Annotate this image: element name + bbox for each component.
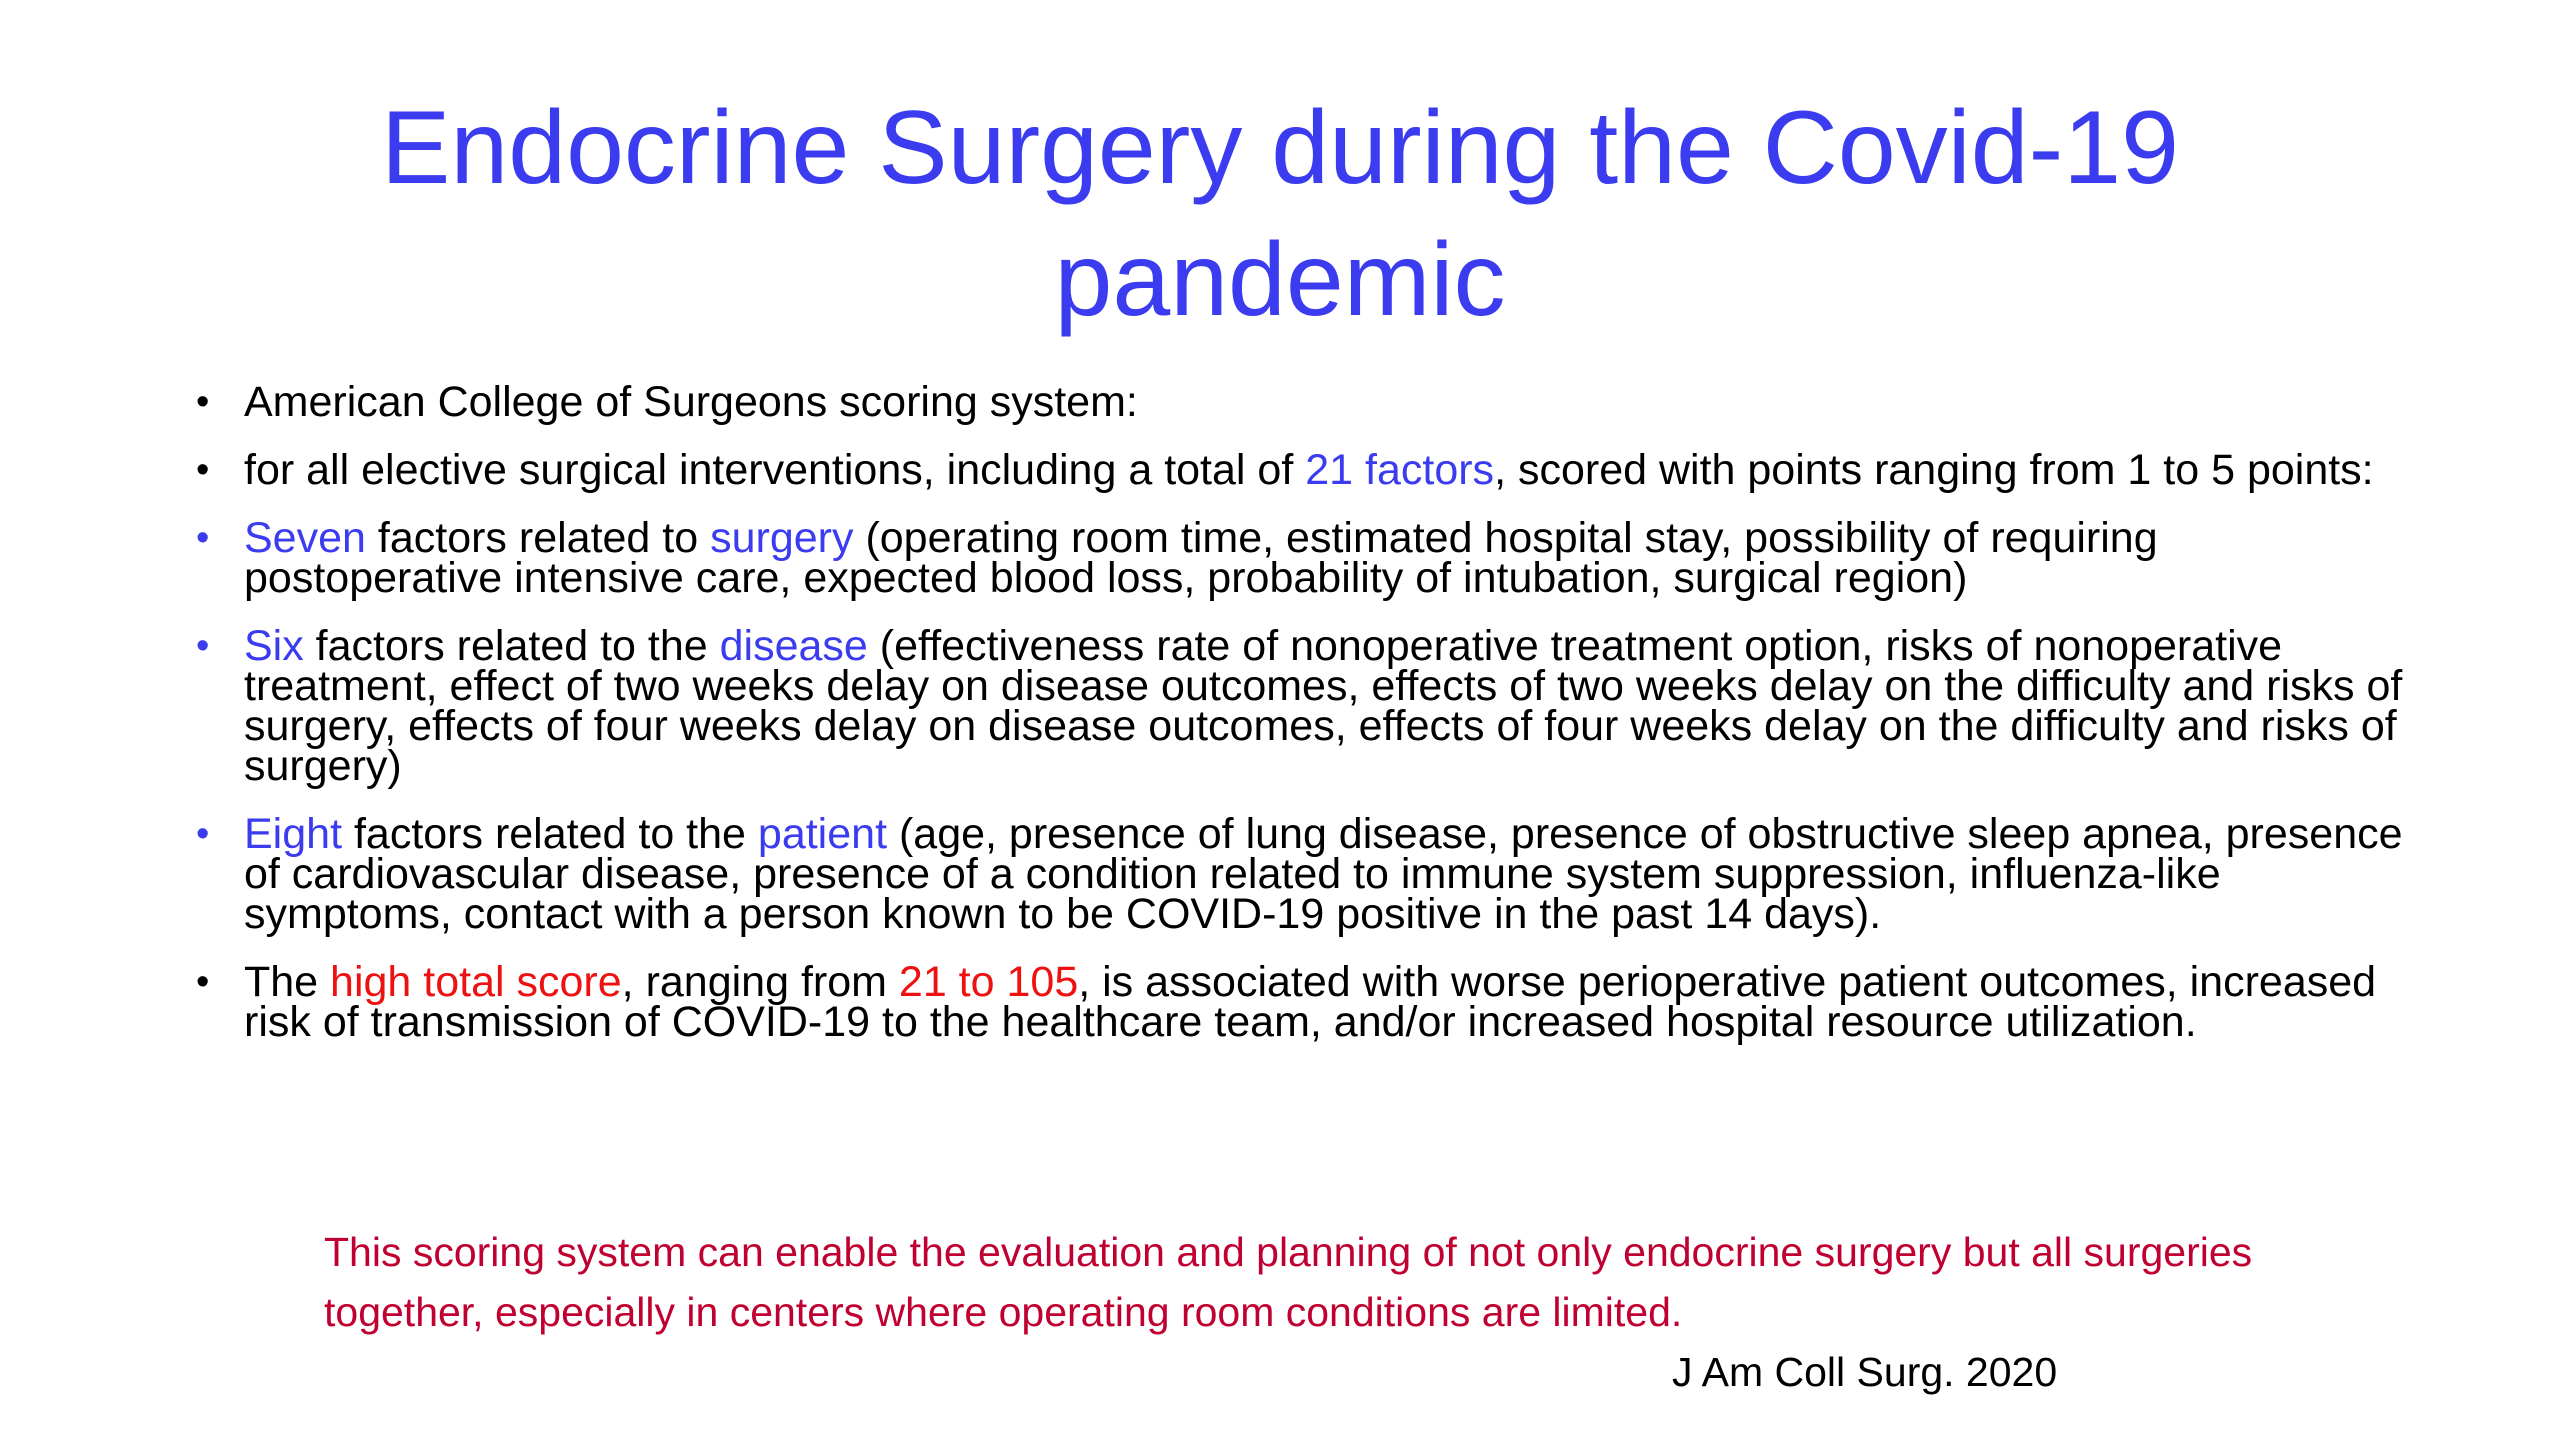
factor-count: Eight [244,810,343,858]
score-range-highlight: 21 to 105 [898,958,1079,1006]
bullet-text-tail: , is associated with worse perioperative patient outcomes, increased risk of transmission of COVID-19 to the healthcare team, and/or increased hospital resource utilization. [244,958,2377,1046]
factor-total-highlight: 21 factors [1305,446,1495,494]
factor-topic: disease [719,622,868,670]
bullet-detail: (operating room time, estimated hospital stay, possibility of requiring postoperative intensive care, expected blood loss, probability of intubation, surgical region) [244,514,2158,602]
bullet-text-mid: factors related to the [303,622,720,670]
bullet-text-mid: , ranging from [621,958,899,1006]
factor-count: Seven [244,514,366,562]
factor-topic: patient [757,810,888,858]
bullet-text-lead: The [244,958,331,1006]
bullet-marker: • [196,381,210,423]
slide-title-line-2: pandemic [1054,222,1506,338]
bullet-marker: • [196,813,210,855]
factor-count: Six [244,622,304,670]
bullet-marker: • [196,517,210,559]
bullet-text-mid: factors related to [365,514,711,562]
bullet-disease-factors [196,622,2416,790]
bullet-text-suffix: , scored with points ranging from 1 to 5 points: [1494,446,2374,494]
bullet-text-mid: factors related to the [342,810,758,858]
high-score-highlight: high total score [330,958,622,1006]
bullet-marker: • [196,625,210,667]
bullet-marker: • [196,449,210,491]
bullet-detail: (age, presence of lung disease, presence of obstructive sleep apnea, presence of cardiovascular disease, presence of a condition related to immune system suppression, influenza-like symptoms, contact with a person known to be COVID-19 positive in the past 14 days). [244,810,2403,938]
factor-topic: surgery [710,514,854,562]
bullet-text: American College of Surgeons scoring system: [244,378,1138,426]
bullet-surgery-factors [196,514,2416,602]
bullet-elective-interventions [196,446,2416,494]
conclusion-statement [324,1222,2324,1342]
bullet-total-score [196,958,2416,1046]
conclusion-period: . [1670,1289,1683,1335]
bullet-text-prefix: for all elective surgical interventions, including a total of [244,446,1306,494]
bullet-acs-scoring [196,378,2416,426]
bullet-list [196,378,2416,1070]
conclusion-text: This scoring system can enable the evaluation and planning of not only endocrine surgery but all surgeries together, especially in centers where operating room conditions are limited [324,1229,2253,1335]
slide-title-line-1: Endocrine Surgery during the Covid-19 [381,90,2179,206]
bullet-patient-factors [196,810,2416,938]
slide-title [0,82,2560,346]
bullet-detail: (effectiveness rate of nonoperative treatment option, risks of nonoperative treatment, effect of two weeks delay on disease outcomes, effects of two weeks delay on the difficulty and risks of surgery, effects of four weeks delay on disease outcomes, effects of four weeks delay on the difficulty and risks of surgery) [244,622,2403,790]
citation: J Am Coll Surg. 2020 [1672,1349,2058,1395]
bullet-marker: • [196,961,210,1003]
